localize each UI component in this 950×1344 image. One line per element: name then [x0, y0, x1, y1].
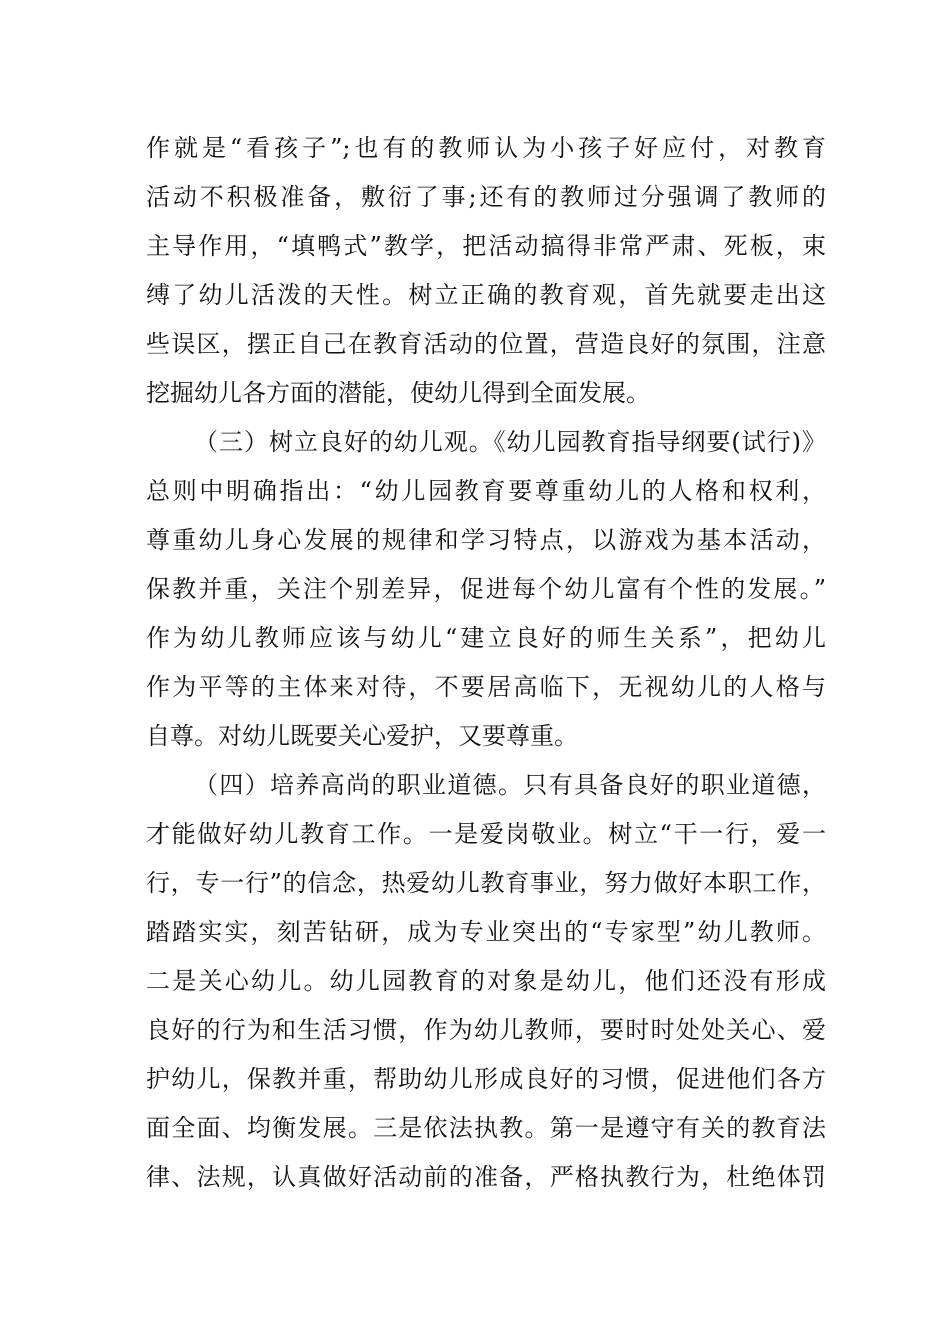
text-line: 自尊。对幼儿既要关心爱护，又要尊重。: [146, 722, 578, 750]
text-line: 总则中明确指出：“幼儿园教育要尊重幼儿的人格和权利，: [146, 477, 826, 505]
paragraph-start-line: （四）培养高尚的职业道德。只有具备良好的职业道德，: [194, 771, 826, 799]
text-line: 缚了幼儿活泼的天性。树立正确的教育观，首先就要走出这: [146, 281, 826, 309]
text-line: 良好的行为和生活习惯，作为幼儿教师，要时时处处关心、爱: [146, 1016, 826, 1044]
text-line: 二是关心幼儿。幼儿园教育的对象是幼儿，他们还没有形成: [146, 967, 826, 995]
text-line: 面全面、均衡发展。三是依法执教。第一是遵守有关的教育法: [146, 1114, 826, 1142]
text-line: 尊重幼儿身心发展的规律和学习特点，以游戏为基本活动，: [146, 526, 826, 554]
text-line: 作就是“看孩子”;也有的教师认为小孩子好应付，对教育: [146, 134, 826, 162]
text-line: 挖掘幼儿各方面的潜能，使幼儿得到全面发展。: [146, 379, 650, 407]
text-line: 律、法规，认真做好活动前的准备，严格执教行为，杜绝体罚: [146, 1163, 826, 1191]
text-line: 作为平等的主体来对待，不要居高临下，无视幼儿的人格与: [146, 673, 826, 701]
text-line: 主导作用，“填鸭式”教学，把活动搞得非常严肃、死板，束: [146, 232, 826, 260]
text-line: 才能做好幼儿教育工作。一是爱岗敬业。树立“干一行，爱一: [146, 820, 826, 848]
text-line: 作为幼儿教师应该与幼儿“建立良好的师生关系”，把幼儿: [146, 624, 826, 652]
text-line: 护幼儿，保教并重，帮助幼儿形成良好的习惯，促进他们各方: [146, 1065, 826, 1093]
text-line: 些误区，摆正自己在教育活动的位置，营造良好的氛围，注意: [146, 330, 826, 358]
text-line: 踏踏实实，刻苦钻研，成为专业突出的“专家型”幼儿教师。: [146, 918, 826, 946]
text-line: 保教并重，关注个别差异，促进每个幼儿富有个性的发展。”: [146, 575, 826, 603]
text-line: 活动不积极准备，敷衍了事;还有的教师过分强调了教师的: [146, 183, 826, 211]
body-text: [146, 124, 826, 1202]
paragraph-start-line: （三）树立良好的幼儿观。《幼儿园教育指导纲要(试行)》: [194, 428, 826, 456]
text-line: 行，专一行”的信念，热爱幼儿教育事业，努力做好本职工作，: [146, 869, 826, 897]
